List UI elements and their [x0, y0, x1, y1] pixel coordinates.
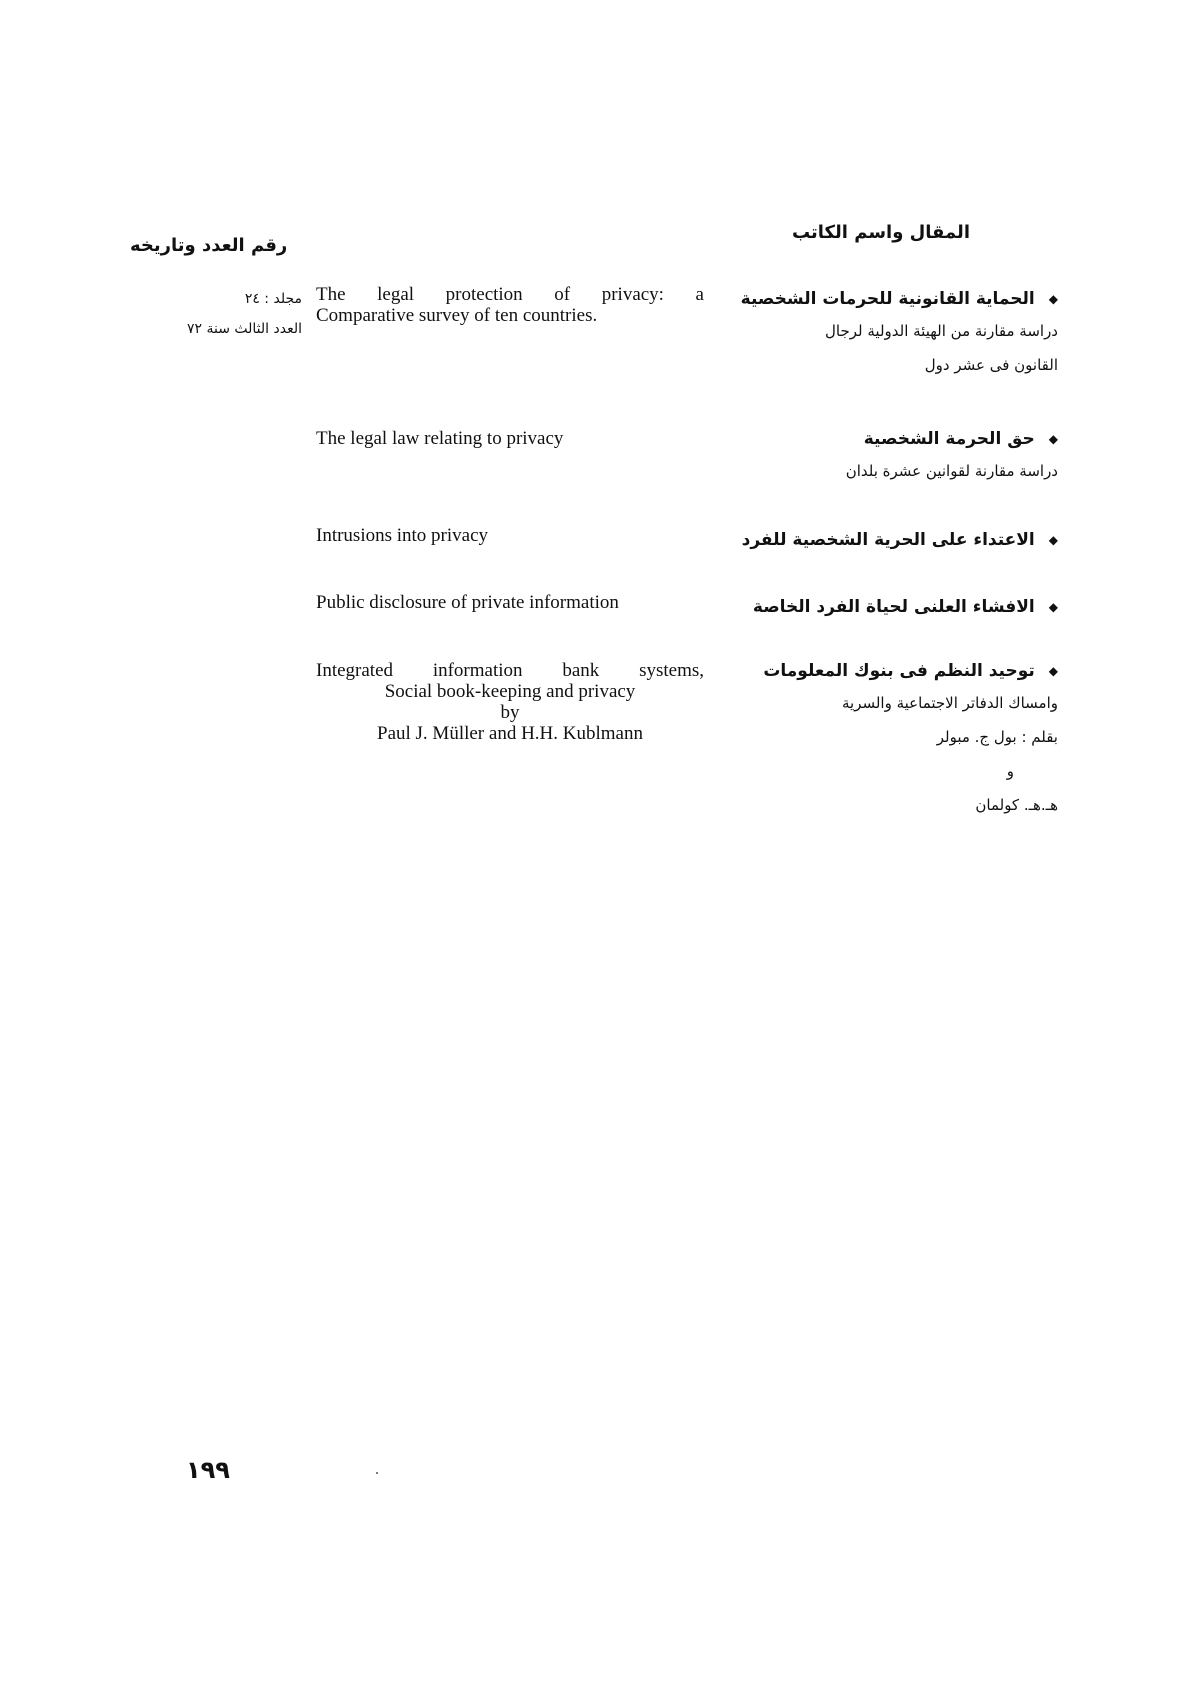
arabic-column — [698, 656, 1058, 822]
english-title-line: The legal protection of privacy: a — [316, 284, 704, 305]
volume-number: مجلد : ٢٤ — [244, 291, 302, 307]
arabic-title: الاعتداء على الحرية الشخصية للفرد — [741, 530, 1035, 550]
column-header-article: المقال واسم الكاتب — [791, 222, 970, 243]
arabic-subtitle-line: بقلم : بول ج. مبولر — [936, 728, 1058, 746]
arabic-column — [698, 525, 1058, 555]
diamond-bullet-icon: ◆ — [1048, 664, 1058, 678]
english-column — [316, 428, 704, 449]
stray-dot — [376, 1472, 378, 1474]
english-byline: by — [500, 702, 520, 723]
english-title-line: Comparative survey of ten countries. — [316, 305, 598, 326]
arabic-subtitle-line: وامساك الدفاتر الاجتماعية والسرية — [841, 694, 1058, 712]
diamond-bullet-icon: ◆ — [1048, 292, 1058, 306]
arabic-title: الحماية القانونية للحرمات الشخصية — [740, 289, 1035, 309]
arabic-title: توحيد النظم فى بنوك المعلومات — [763, 661, 1035, 681]
english-column — [316, 525, 704, 546]
arabic-column — [698, 284, 1058, 382]
english-title-line: Social book-keeping and privacy — [384, 681, 636, 702]
english-column — [316, 660, 704, 744]
english-column — [316, 284, 704, 326]
diamond-bullet-icon: ◆ — [1048, 533, 1058, 547]
issue-info — [118, 284, 302, 344]
arabic-subtitle-line: و — [1006, 762, 1014, 780]
arabic-title: حق الحرمة الشخصية — [863, 429, 1035, 449]
english-column — [316, 592, 704, 613]
arabic-subtitle-line: القانون فى عشر دول — [924, 356, 1058, 374]
english-authors: Paul J. Müller and H.H. Kublmann — [377, 723, 643, 744]
column-header-issue: رقم العدد وتاريخه — [130, 235, 288, 256]
english-title-line: Intrusions into privacy — [316, 525, 489, 546]
diamond-bullet-icon: ◆ — [1048, 600, 1058, 614]
issue-number-year: العدد الثالث سنة ٧٢ — [186, 321, 302, 337]
arabic-subtitle-line: دراسة مقارنة من الهيئة الدولية لرجال — [825, 322, 1058, 340]
arabic-subtitle-line: هـ.هـ. كولمان — [975, 796, 1058, 814]
arabic-subtitle-line: دراسة مقارنة لقوانين عشرة بلدان — [845, 462, 1058, 480]
diamond-bullet-icon: ◆ — [1048, 432, 1058, 446]
english-title-line: The legal law relating to privacy — [316, 428, 564, 449]
english-title-line: Integrated information bank systems, — [316, 660, 704, 681]
english-title-line: Public disclosure of private information — [316, 592, 619, 613]
arabic-title: الافشاء العلنى لحياة الفرد الخاصة — [752, 597, 1035, 617]
page-number: ١٩٩ — [186, 1456, 230, 1484]
arabic-column — [698, 592, 1058, 622]
arabic-column — [698, 424, 1058, 488]
